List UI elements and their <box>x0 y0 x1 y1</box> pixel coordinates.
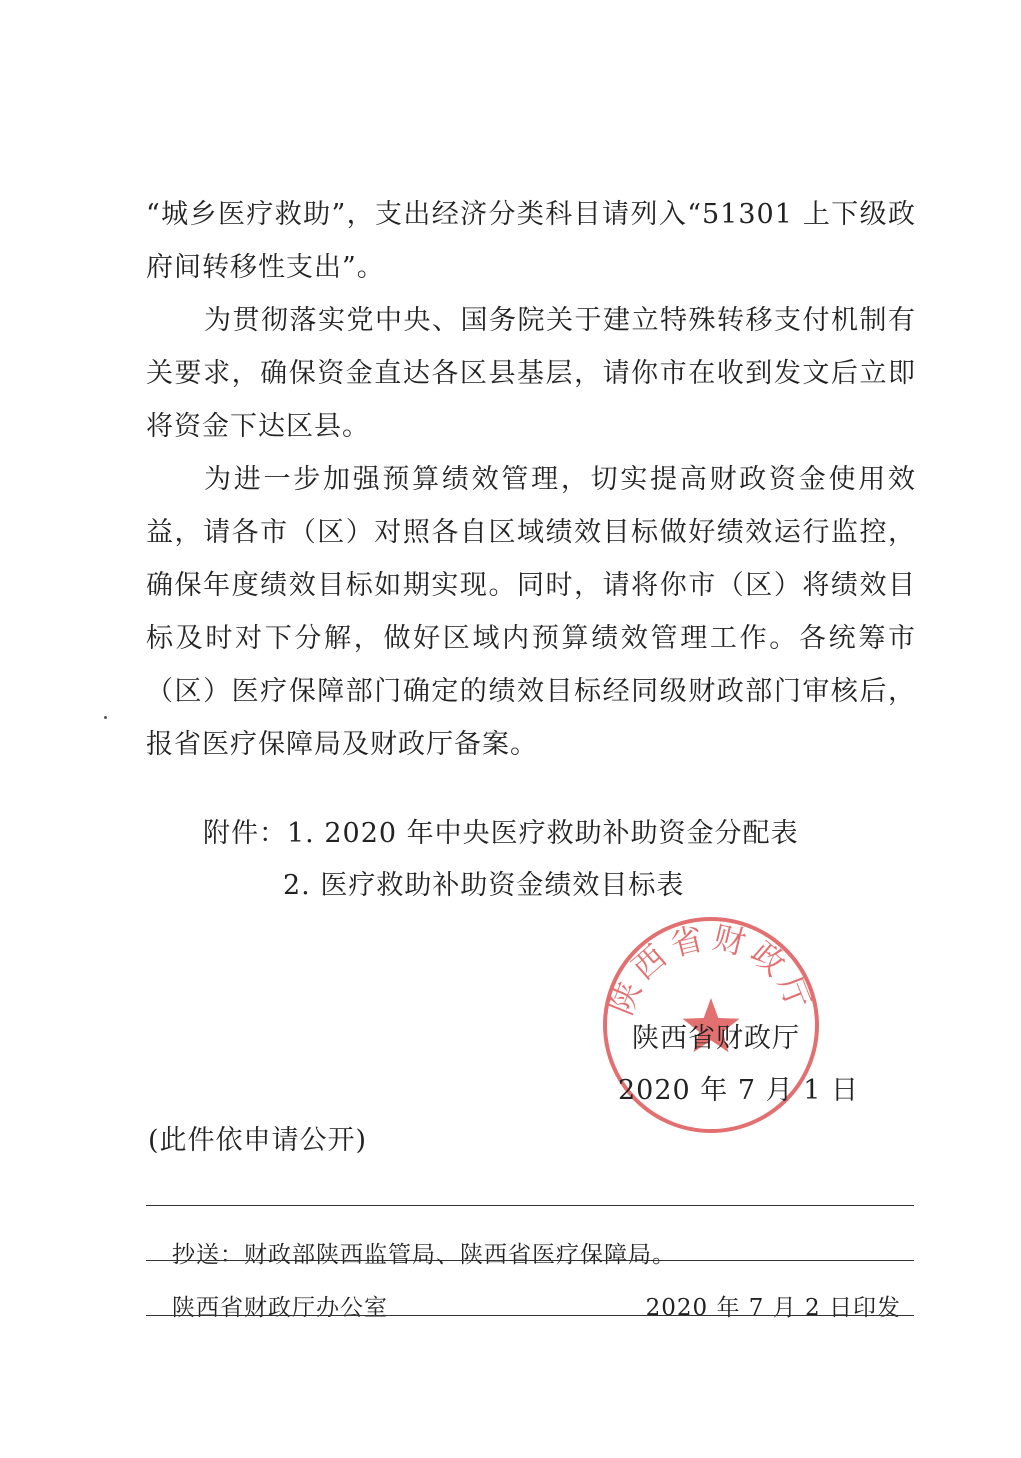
paragraph-2: 为贯彻落实党中央、国务院关于建立特殊转移支付机制有关要求，确保资金直达各区县基层，请你市在收到发文后立即将资金下达区县。 <box>146 305 916 442</box>
paragraph-1: “城乡医疗救助”，支出经济分类科目请列入“51301 上下级政府间转移性支出”。 <box>146 199 916 283</box>
footer-rule-bottom <box>146 1315 914 1316</box>
issue-date: 2020 年 7 月 1 日 <box>618 1075 859 1106</box>
scan-speck <box>104 716 107 719</box>
attachment-item-2: 2. 医疗救助补助资金绩效目标表 <box>283 870 685 901</box>
document-body <box>146 188 916 771</box>
cc-line: 抄送：财政部陕西监管局、陕西省医疗保障局。 <box>172 1242 676 1268</box>
issuing-office: 陕西省财政厅办公室 <box>172 1295 388 1321</box>
attachments-label: 附件： <box>203 818 287 849</box>
print-date: 2020 年 7 月 2 日印发 <box>645 1295 901 1321</box>
attachment-item-1: 1. 2020 年中央医疗救助补助资金分配表 <box>287 818 799 849</box>
seal-arc-text: 陕西省财政厅 <box>601 917 821 1021</box>
paragraph-3: 为进一步加强预算绩效管理，切实提高财政资金使用效益，请各市（区）对照各自区域绩效目标做好绩效运行监控，确保年度绩效目标如期实现。同时，请将你市（区）将绩效目标及时对下分解，做好区域内预算绩效管理工作。各统筹市（区）医疗保障部门确定的绩效目标经同级财政部门审核后，报省医疗保障局及财政厅备案。 <box>146 464 916 760</box>
attachments-block <box>203 808 799 912</box>
public-disclosure-note: (此件依申请公开) <box>148 1125 368 1156</box>
footer-rule-middle <box>146 1260 914 1261</box>
issuer-name: 陕西省财政厅 <box>632 1023 800 1054</box>
footer-rule-top <box>146 1205 914 1206</box>
